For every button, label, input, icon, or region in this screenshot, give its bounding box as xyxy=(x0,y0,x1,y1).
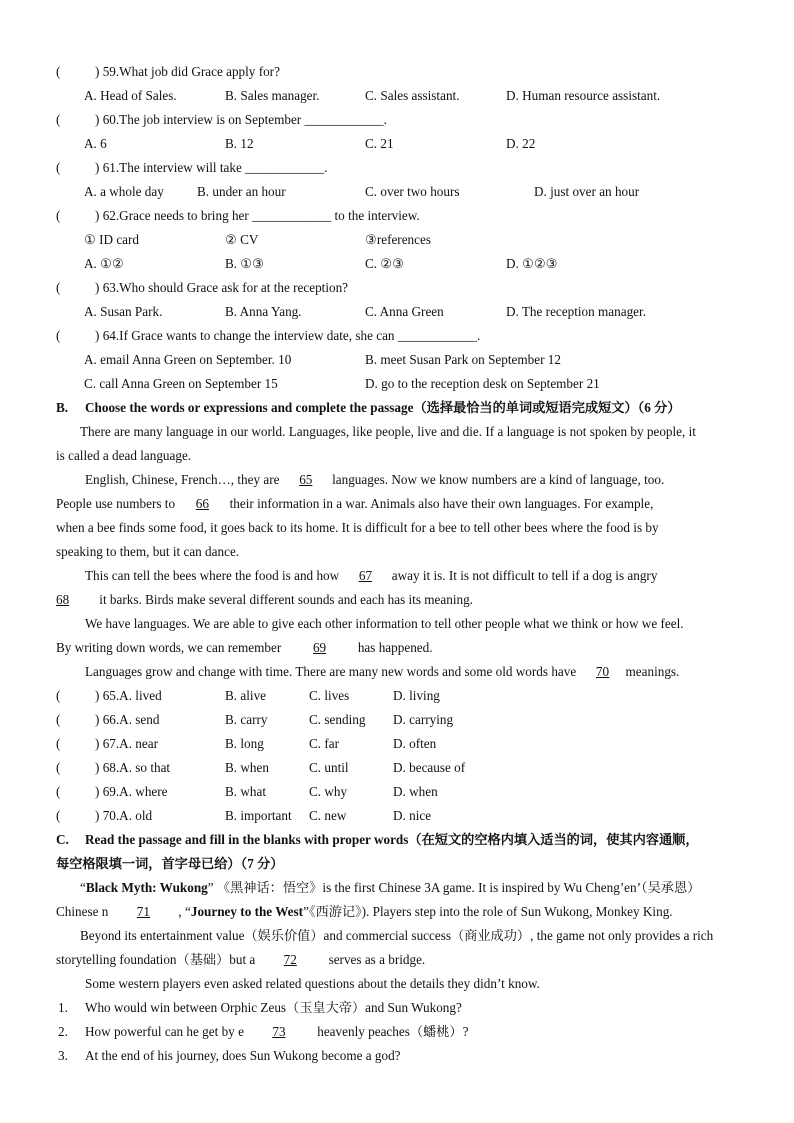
option-d: D. nice xyxy=(393,808,432,823)
answer-paren: ( xyxy=(56,736,61,751)
option-d: D. often xyxy=(393,736,437,751)
option-c: C. Anna Green xyxy=(365,304,444,319)
blank-66: 66 xyxy=(195,496,209,511)
option-b: B. Anna Yang. xyxy=(225,304,302,319)
section-letter: C. xyxy=(56,832,69,847)
text: it barks. Birds make several different sounds and each has its meaning. xyxy=(96,592,473,607)
text: their information in a war. Animals also have their own languages. For example, xyxy=(226,496,654,511)
option-a: A. ①② xyxy=(84,256,124,271)
option-d: D. carrying xyxy=(393,712,454,727)
text: languages. Now we know numbers are a kind of language, too. xyxy=(328,472,665,487)
blank-68: 68 xyxy=(56,592,70,607)
section-heading-cont: 每空格限填一词，首字母已给）（7 分） xyxy=(56,856,284,871)
option-c: C. until xyxy=(309,760,349,775)
answer-paren: ( xyxy=(56,160,61,175)
option-c: C. over two hours xyxy=(365,184,460,199)
paragraph-line: when a bee finds some food, it goes back to its home. It is difficult for a bee to tell other bees where the food is by xyxy=(56,520,659,535)
text: How powerful can he get by e xyxy=(85,1024,244,1039)
blank-69: 69 xyxy=(312,640,327,655)
blank-71: 71 xyxy=(136,904,150,919)
novel-title: Journey to the West xyxy=(190,904,304,919)
paragraph-line xyxy=(85,664,679,680)
question-text: ) 69.A. where xyxy=(95,784,168,799)
text: , “ xyxy=(178,904,191,919)
list-text: Who would win between Orphic Zeus（玉皇大帝）and Sun Wukong? xyxy=(85,1000,462,1015)
option-b: B. important xyxy=(225,808,292,823)
option-c: C. sending xyxy=(309,712,366,727)
option-c: C. 21 xyxy=(365,136,394,151)
question-text: ) 67.A. near xyxy=(95,736,158,751)
paragraph-line: Beyond its entertainment value（娱乐价值）and commercial success（商业成功）, the game not only provides a rich xyxy=(80,928,714,943)
blank-73: 73 xyxy=(272,1024,286,1039)
section-heading: Read the passage and fill in the blanks with proper words（在短文的空格内填入适当的词，使其内容通顺， xyxy=(85,832,699,847)
option-c: C. far xyxy=(309,736,340,751)
option-b: B. Sales manager. xyxy=(225,88,320,103)
option-b: B. alive xyxy=(225,688,267,703)
option-d: D. when xyxy=(393,784,438,799)
answer-paren: ( xyxy=(56,760,61,775)
paragraph-line: Some western players even asked related questions about the details they didn’t know. xyxy=(85,976,540,991)
option-b: B. what xyxy=(225,784,267,799)
option-a: A. Susan Park. xyxy=(84,304,163,319)
question-text: ) 65.A. lived xyxy=(95,688,162,703)
answer-paren: ( xyxy=(56,712,61,727)
option-d: D. living xyxy=(393,688,440,703)
paragraph-line xyxy=(56,496,653,512)
paragraph-line: is called a dead language. xyxy=(56,448,192,463)
list-text: At the end of his journey, does Sun Wukong become a god? xyxy=(85,1048,401,1063)
answer-paren: ( xyxy=(56,208,61,223)
question-text: ) 64.If Grace wants to change the interview date, she can ____________. xyxy=(95,328,481,343)
paragraph-line xyxy=(80,880,700,896)
answer-paren: ( xyxy=(56,328,61,343)
blank-67: 67 xyxy=(358,568,373,583)
option-b: B. long xyxy=(225,736,264,751)
item-2: ② CV xyxy=(225,232,259,247)
answer-paren: ( xyxy=(56,112,61,127)
option-d: D. ①②③ xyxy=(506,256,558,271)
question-text: ) 60.The job interview is on September ____________. xyxy=(95,112,387,127)
blank-72: 72 xyxy=(283,952,297,967)
option-d: D. just over an hour xyxy=(534,184,640,199)
option-d: D. because of xyxy=(393,760,466,775)
option-a: A. 6 xyxy=(84,136,107,151)
answer-paren: ( xyxy=(56,280,61,295)
text: storytelling foundation（基础）but a xyxy=(56,952,256,967)
text: Languages grow and change with time. There are many new words and some old words have xyxy=(85,664,580,679)
paragraph-line: There are many language in our world. Languages, like people, live and die. If a language is not spoken by people, it xyxy=(80,424,696,439)
paragraph-line xyxy=(85,568,657,584)
option-d: D. go to the reception desk on September 21 xyxy=(365,376,600,391)
paragraph-line: speaking to them, but it can dance. xyxy=(56,544,240,559)
option-b: B. ①③ xyxy=(225,256,265,271)
question-text: ) 66.A. send xyxy=(95,712,160,727)
item-3: ③references xyxy=(365,232,431,247)
option-c: C. ②③ xyxy=(365,256,405,271)
text: This can tell the bees where the food is and how xyxy=(85,568,343,583)
list-text xyxy=(85,1024,468,1040)
list-number: 3. xyxy=(58,1048,68,1063)
question-text: ) 70.A. old xyxy=(95,808,153,823)
paragraph-line xyxy=(56,952,425,968)
text: serves as a bridge. xyxy=(325,952,426,967)
answer-paren: ( xyxy=(56,64,61,79)
option-c: C. Sales assistant. xyxy=(365,88,460,103)
option-b: B. carry xyxy=(225,712,268,727)
text: By writing down words, we can remember xyxy=(56,640,285,655)
question-text: ) 62.Grace needs to bring her ____________ to the interview. xyxy=(95,208,420,223)
option-d: D. 22 xyxy=(506,136,536,151)
option-c: C. new xyxy=(309,808,347,823)
text: has happened. xyxy=(354,640,433,655)
option-a: A. Head of Sales. xyxy=(84,88,177,103)
paragraph-line xyxy=(56,592,473,608)
option-d: D. The reception manager. xyxy=(506,304,647,319)
option-d: D. Human resource assistant. xyxy=(506,88,661,103)
list-number: 2. xyxy=(58,1024,68,1039)
option-c: C. lives xyxy=(309,688,350,703)
paragraph-line xyxy=(85,472,664,488)
text: ” 《黑神话：悟空》is the first Chinese 3A game. It is inspired by Wu Cheng’en’（吴承恩） xyxy=(207,880,701,895)
text: heavenly peaches（蟠桃）? xyxy=(313,1024,469,1039)
answer-paren: ( xyxy=(56,688,61,703)
option-b: B. 12 xyxy=(225,136,254,151)
game-title: Black Myth: Wukong xyxy=(85,880,208,895)
section-letter: B. xyxy=(56,400,69,415)
text: English, Chinese, French…, they are xyxy=(85,472,283,487)
question-text: ) 61.The interview will take ____________. xyxy=(95,160,328,175)
question-text: ) 68.A. so that xyxy=(95,760,171,775)
option-c: C. why xyxy=(309,784,348,799)
answer-paren: ( xyxy=(56,808,61,823)
text: “ xyxy=(80,880,86,895)
paragraph-line xyxy=(56,640,433,656)
text: ”《西游记》). Players step into the role of Sun Wukong, Monkey King. xyxy=(303,904,673,919)
question-text: ) 63.Who should Grace ask for at the reception? xyxy=(95,280,349,295)
paragraph-line xyxy=(56,904,673,920)
option-b: B. when xyxy=(225,760,269,775)
text: meanings. xyxy=(625,664,680,679)
item-1: ① ID card xyxy=(84,232,140,247)
question-text: ) 59.What job did Grace apply for? xyxy=(95,64,280,79)
answer-paren: ( xyxy=(56,784,61,799)
text: People use numbers to xyxy=(56,496,179,511)
text: Chinese n xyxy=(56,904,109,919)
blank-70: 70 xyxy=(595,664,610,679)
paragraph-line: We have languages. We are able to give each other information to tell other people what we think or how we feel. xyxy=(85,616,684,631)
text: away it is. It is not difficult to tell if a dog is angry xyxy=(388,568,658,583)
option-c: C. call Anna Green on September 15 xyxy=(84,376,278,391)
blank-65: 65 xyxy=(299,472,313,487)
section-heading: Choose the words or expressions and complete the passage（选择最恰当的单词或短语完成短文）（6 分） xyxy=(85,400,681,415)
list-number: 1. xyxy=(58,1000,68,1015)
option-b: B. meet Susan Park on September 12 xyxy=(365,352,561,367)
option-b: B. under an hour xyxy=(197,184,286,199)
option-a: A. email Anna Green on September. 10 xyxy=(84,352,292,367)
option-a: A. a whole day xyxy=(84,184,164,199)
